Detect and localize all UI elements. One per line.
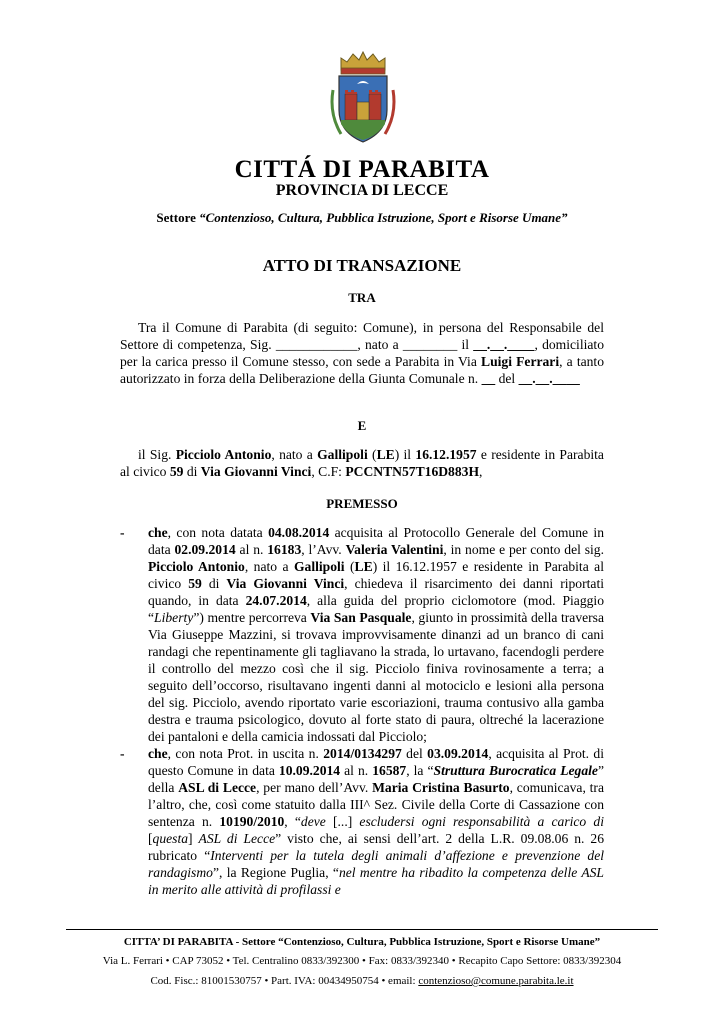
dash-marker: - bbox=[120, 525, 125, 540]
text: al n. bbox=[235, 542, 268, 557]
text: , in nome e per conto del sig. bbox=[443, 542, 604, 557]
birthdate: 16.12.1957 bbox=[395, 559, 457, 574]
quote: nel mentre ha ribadito la competenza delle ASL in merito alle attività di profilassi e bbox=[148, 865, 604, 897]
province-title: PROVINCIA DI LECCE bbox=[275, 182, 449, 199]
text: che bbox=[148, 525, 168, 540]
asl-name: ASL di Lecce bbox=[178, 780, 257, 795]
birthplace: Gallipoli bbox=[317, 447, 368, 462]
footer-line-1 bbox=[0, 936, 724, 948]
text: , per mano dell’Avv. bbox=[256, 780, 373, 795]
text: e residente in Parabita al civico bbox=[148, 559, 604, 591]
text: ( bbox=[344, 559, 355, 574]
birthplace: Gallipoli bbox=[293, 559, 345, 574]
quote: ASL di Lecce bbox=[198, 831, 276, 846]
structure-name: Struttura Burocratica Legale bbox=[433, 763, 598, 778]
text: , nato a bbox=[357, 337, 403, 352]
list-item bbox=[120, 745, 604, 898]
sector-line bbox=[0, 210, 724, 226]
quote: Interventi per la tutela degli animali d’affezione e prevenzione del randagismo bbox=[148, 848, 605, 880]
text: , alla guida del proprio ciclomotore (mod. Piaggio “ bbox=[148, 593, 605, 625]
e-heading: E bbox=[357, 418, 367, 433]
sentence-number: 10190/2010 bbox=[219, 814, 285, 829]
document-title: ATTO DI TRANSAZIONE bbox=[262, 256, 462, 275]
province-code: LE bbox=[354, 559, 373, 574]
lawyer-name: Valeria Valentini bbox=[345, 542, 444, 557]
date: 04.08.2014 bbox=[268, 525, 330, 540]
date: 03.09.2014 bbox=[427, 746, 489, 761]
text: , bbox=[479, 464, 483, 479]
birthdate: 16.12.1957 bbox=[415, 447, 477, 462]
text: e residente in Parabita al civico bbox=[120, 447, 604, 479]
city-title: CITTÁ DI PARABITA bbox=[234, 156, 490, 183]
date: 24.07.2014 bbox=[245, 593, 307, 608]
protocol-number: 16183 bbox=[267, 542, 302, 557]
text: ”, la Regione Puglia, “ bbox=[212, 865, 339, 880]
list-item bbox=[120, 524, 604, 745]
text: del bbox=[495, 371, 519, 386]
street-number: 59 bbox=[188, 576, 202, 591]
tax-code: PCCNTN57T16D883H bbox=[345, 464, 480, 479]
footer-line-3 bbox=[0, 975, 724, 987]
text: acquisita al Protocollo Generale del Comune in data bbox=[148, 525, 604, 557]
email-link[interactable]: contenzioso@comune.parabita.le.it bbox=[418, 975, 574, 987]
footer-line-2: Via L. Ferrari • CAP 73052 • Tel. Centralino 0833/392300 • Fax: 0833/392340 • Recapito Capo Settore: 0833/392304 bbox=[102, 955, 622, 967]
sector-name: “Contenzioso, Cultura, Pubblica Istruzione, Sport e Risorse Umane” bbox=[199, 210, 568, 225]
text: , domiciliato per la carica presso il Comune stesso, con sede a Parabita in Via bbox=[120, 337, 604, 369]
footer-divider bbox=[66, 929, 658, 930]
text: ) il bbox=[394, 447, 416, 462]
date: 02.09.2014 bbox=[174, 542, 236, 557]
text: , giunto in prossimità della traversa Via Giuseppe Mazzini, si trovava improvvisamente dinanzi ad un branco di cani randagi che repentinamente gli tagliavano la strada, lo urtavano, facendogli perdere il controllo del mezzo così che il sig. Picciolo finiva rovinosamente a terra; a seguito dell’occorso, risultavano ingenti danni al motociclo e lesioni alla persona del sig. Picciolo, avendo riportato varie escoriazioni, trauma contusivo alla gamba destra e trauma psicologico, dovuto al forte stato di paura, oltreché la lacerazione dei pantaloni e della camicia indossati dal Picciolo; bbox=[148, 610, 604, 744]
text: , comunicava, tra l’altro, che, così come statuito dalla III^ Sez. Civile della Corte di Cassazione con sentenza n. bbox=[148, 780, 604, 829]
text: ) il bbox=[372, 559, 396, 574]
blank-field: __ bbox=[481, 371, 496, 386]
text: Tra il Comune di Parabita (di seguito: Comune), in persona del Responsabile del Settore di competenza, Sig. bbox=[120, 320, 604, 352]
text: ” della bbox=[148, 763, 604, 795]
text: [...] bbox=[325, 814, 360, 829]
model-name: Liberty bbox=[154, 610, 194, 625]
text: , la “ bbox=[406, 763, 434, 778]
premesso-heading: PREMESSO bbox=[326, 496, 398, 511]
text: ( bbox=[367, 447, 377, 462]
street-number: 59 bbox=[169, 464, 184, 479]
quote: questa bbox=[152, 831, 189, 846]
tra-heading: TRA bbox=[348, 290, 376, 305]
sector-prefix: Settore bbox=[156, 210, 196, 225]
quote: deve bbox=[300, 814, 326, 829]
text: , l’Avv. bbox=[301, 542, 346, 557]
footer-city: CITTA’ DI PARABITA bbox=[123, 936, 233, 948]
text: , nato a bbox=[271, 447, 318, 462]
text: di bbox=[201, 576, 227, 591]
party-two-paragraph bbox=[120, 446, 604, 480]
street-name: Via Giovanni Vinci bbox=[226, 576, 345, 591]
blank-field: ________ bbox=[402, 337, 458, 352]
text: , chiedeva il risarcimento dei danni riportati quando, in data bbox=[148, 576, 604, 608]
dash-marker: - bbox=[120, 746, 125, 761]
blank-field: ____________ bbox=[275, 337, 358, 352]
city-crest-icon bbox=[327, 50, 399, 146]
text: , C.F: bbox=[311, 464, 346, 479]
protocol-number: 2014/0134297 bbox=[323, 746, 402, 761]
date: 10.09.2014 bbox=[278, 763, 341, 778]
province-code: LE bbox=[376, 447, 395, 462]
text: , nato a bbox=[244, 559, 294, 574]
street-name: Luigi Ferrari bbox=[481, 354, 560, 369]
premise-list bbox=[120, 524, 604, 898]
text: , a tanto autorizzato in forza della Deliberazione della Giunta Comunale n. bbox=[120, 354, 604, 386]
text: del bbox=[401, 746, 428, 761]
text: ” visto che, ai sensi dell’art. 2 della L.R. 09.08.06 n. 26 rubricato “ bbox=[148, 831, 604, 863]
text: di bbox=[183, 464, 201, 479]
text: , con nota datata bbox=[167, 525, 269, 540]
quote: escludersi ogni responsabilità a carico di bbox=[359, 814, 604, 829]
lawyer-name: Maria Cristina Basurto bbox=[372, 780, 510, 795]
text: ”) mentre percorreva bbox=[193, 610, 311, 625]
person-name: Picciolo Antonio bbox=[175, 447, 272, 462]
text: [ bbox=[148, 831, 153, 846]
text: al n. bbox=[340, 763, 373, 778]
text: il bbox=[457, 337, 474, 352]
person-name: Picciolo Antonio bbox=[148, 559, 245, 574]
text: , “ bbox=[284, 814, 301, 829]
text: ] bbox=[188, 831, 199, 846]
text: che bbox=[148, 746, 168, 761]
protocol-number: 16587 bbox=[372, 763, 407, 778]
blank-field: __.__.____ bbox=[473, 337, 535, 352]
blank-field: __.__.____ bbox=[518, 371, 580, 386]
text: , con nota Prot. in uscita n. bbox=[167, 746, 324, 761]
text: il Sig. bbox=[138, 447, 176, 462]
party-one-paragraph bbox=[120, 319, 604, 387]
footer-codes: Cod. Fisc.: 81001530757 • Part. IVA: 00434950754 • email: bbox=[150, 975, 419, 987]
street-name: Via Giovanni Vinci bbox=[200, 464, 312, 479]
text: , acquisita al Prot. di questo Comune in data bbox=[148, 746, 604, 778]
street-name: Via San Pasquale bbox=[310, 610, 412, 625]
footer-sector: - Settore “Contenzioso, Cultura, Pubblica Istruzione, Sport e Risorse Umane” bbox=[232, 936, 601, 948]
